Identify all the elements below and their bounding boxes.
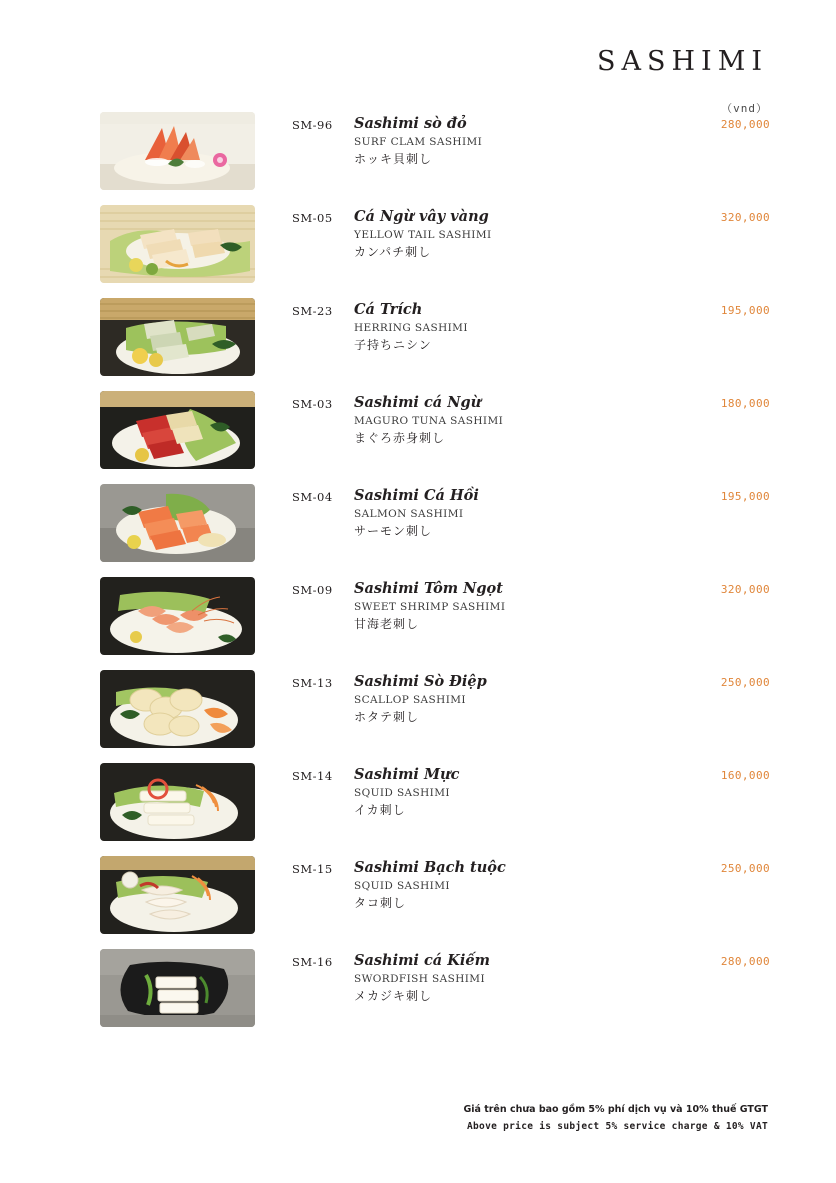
- menu-item-names: [352, 577, 680, 635]
- menu-item-photo: [100, 391, 255, 469]
- menu-item-row: [100, 856, 770, 949]
- menu-item-name-vi: Sashimi cá Ngừ: [354, 394, 482, 411]
- menu-item-row: [100, 577, 770, 670]
- menu-item-name-jp: サーモン刺し: [354, 524, 433, 539]
- menu-item-name-en: SQUID SASHIMI: [354, 786, 450, 799]
- menu-item-name-en: SCALLOP SASHIMI: [354, 693, 466, 706]
- menu-item-code: SM-09: [292, 583, 333, 597]
- menu-item-name-jp: メカジキ刺し: [354, 989, 433, 1004]
- menu-item-row: [100, 949, 770, 1042]
- menu-item-name-vi: Sashimi sò đỏ: [354, 115, 467, 132]
- menu-item-names: [352, 298, 680, 356]
- menu-item-price: 280,000: [720, 118, 770, 131]
- menu-item-code: SM-04: [292, 490, 333, 504]
- footer-note-vi: Giá trên chưa bao gồm 5% phí dịch vụ và 10% thuế GTGT: [463, 1103, 768, 1115]
- menu-item-names: [352, 763, 680, 821]
- menu-item-price: 195,000: [720, 304, 770, 317]
- menu-item-names: [352, 856, 680, 914]
- menu-item-name-en: SQUID SASHIMI: [354, 879, 450, 892]
- menu-item-name-jp: イカ刺し: [354, 803, 406, 818]
- menu-item-price: 195,000: [720, 490, 770, 503]
- menu-item-photo: [100, 298, 255, 376]
- menu-item-name-en: SWORDFISH SASHIMI: [354, 972, 486, 985]
- menu-item-row: [100, 484, 770, 577]
- menu-item-photo: [100, 670, 255, 748]
- menu-item-code: SM-14: [292, 769, 333, 783]
- menu-item-price: 250,000: [720, 676, 770, 689]
- menu-item-name-jp: ホッキ貝刺し: [354, 152, 433, 167]
- menu-item-name-jp: ホタテ刺し: [354, 710, 420, 725]
- menu-item-row: [100, 670, 770, 763]
- currency-label: （vnd）: [721, 102, 768, 115]
- menu-item-photo: [100, 856, 255, 934]
- menu-item-name-jp: まぐろ赤身刺し: [354, 431, 446, 446]
- menu-item-name-vi: Sashimi Sò Điệp: [354, 673, 487, 690]
- menu-item-name-jp: 子持ちニシン: [354, 338, 432, 353]
- menu-item-code: SM-15: [292, 862, 333, 876]
- menu-item-code: SM-16: [292, 955, 333, 969]
- menu-item-name-en: MAGURO TUNA SASHIMI: [354, 414, 504, 427]
- menu-item-names: [352, 949, 680, 1007]
- menu-item-price: 160,000: [720, 769, 770, 782]
- menu-item-photo: [100, 205, 255, 283]
- menu-item-photo: [100, 949, 255, 1027]
- menu-item-price: 320,000: [720, 583, 770, 596]
- footer-note: [0, 1101, 768, 1135]
- menu-item-row: [100, 763, 770, 856]
- menu-item-photo: [100, 484, 255, 562]
- menu-item-row: [100, 298, 770, 391]
- menu-item-name-en: HERRING SASHIMI: [354, 321, 468, 334]
- menu-item-price: 320,000: [720, 211, 770, 224]
- menu-item-names: [352, 112, 680, 170]
- menu-item-name-vi: Sashimi Tôm Ngọt: [354, 580, 503, 597]
- menu-item-names: [352, 391, 680, 449]
- menu-item-name-vi: Sashimi cá Kiếm: [354, 952, 490, 969]
- menu-item-names: [352, 205, 680, 263]
- menu-item-names: [352, 670, 680, 728]
- menu-item-name-vi: Cá Ngừ vây vàng: [354, 208, 489, 225]
- menu-item-row: [100, 112, 770, 205]
- menu-item-photo: [100, 577, 255, 655]
- menu-item-code: SM-03: [292, 397, 333, 411]
- menu-item-name-jp: タコ刺し: [354, 896, 407, 911]
- menu-item-code: SM-96: [292, 118, 333, 132]
- menu-item-name-vi: Sashimi Cá Hồi: [354, 487, 479, 504]
- menu-item-name-en: SURF CLAM SASHIMI: [354, 135, 483, 148]
- menu-item-name-jp: カンパチ刺し: [354, 245, 432, 260]
- menu-item-photo: [100, 763, 255, 841]
- menu-item-code: SM-23: [292, 304, 333, 318]
- menu-item-price: 250,000: [720, 862, 770, 875]
- menu-item-list: [100, 112, 770, 1042]
- menu-item-code: SM-05: [292, 211, 333, 225]
- menu-item-name-vi: Sashimi Mực: [354, 766, 460, 783]
- footer-note-en: Above price is subject 5% service charge & 10% VAT: [467, 1120, 768, 1132]
- menu-item-row: [100, 205, 770, 298]
- menu-item-photo: [100, 112, 255, 190]
- menu-item-row: [100, 391, 770, 484]
- menu-item-price: 180,000: [720, 397, 770, 410]
- menu-item-names: [352, 484, 680, 542]
- page-title: SASHIMI: [596, 46, 768, 77]
- menu-item-code: SM-13: [292, 676, 333, 690]
- menu-item-price: 280,000: [720, 955, 770, 968]
- menu-item-name-vi: Sashimi Bạch tuộc: [354, 859, 506, 876]
- menu-item-name-en: YELLOW TAIL SASHIMI: [354, 228, 492, 241]
- menu-header: [597, 48, 768, 75]
- menu-item-name-vi: Cá Trích: [354, 301, 423, 318]
- menu-item-name-en: SWEET SHRIMP SASHIMI: [354, 600, 506, 613]
- menu-item-name-jp: 甘海老刺し: [354, 617, 420, 632]
- menu-item-name-en: SALMON SASHIMI: [354, 507, 464, 520]
